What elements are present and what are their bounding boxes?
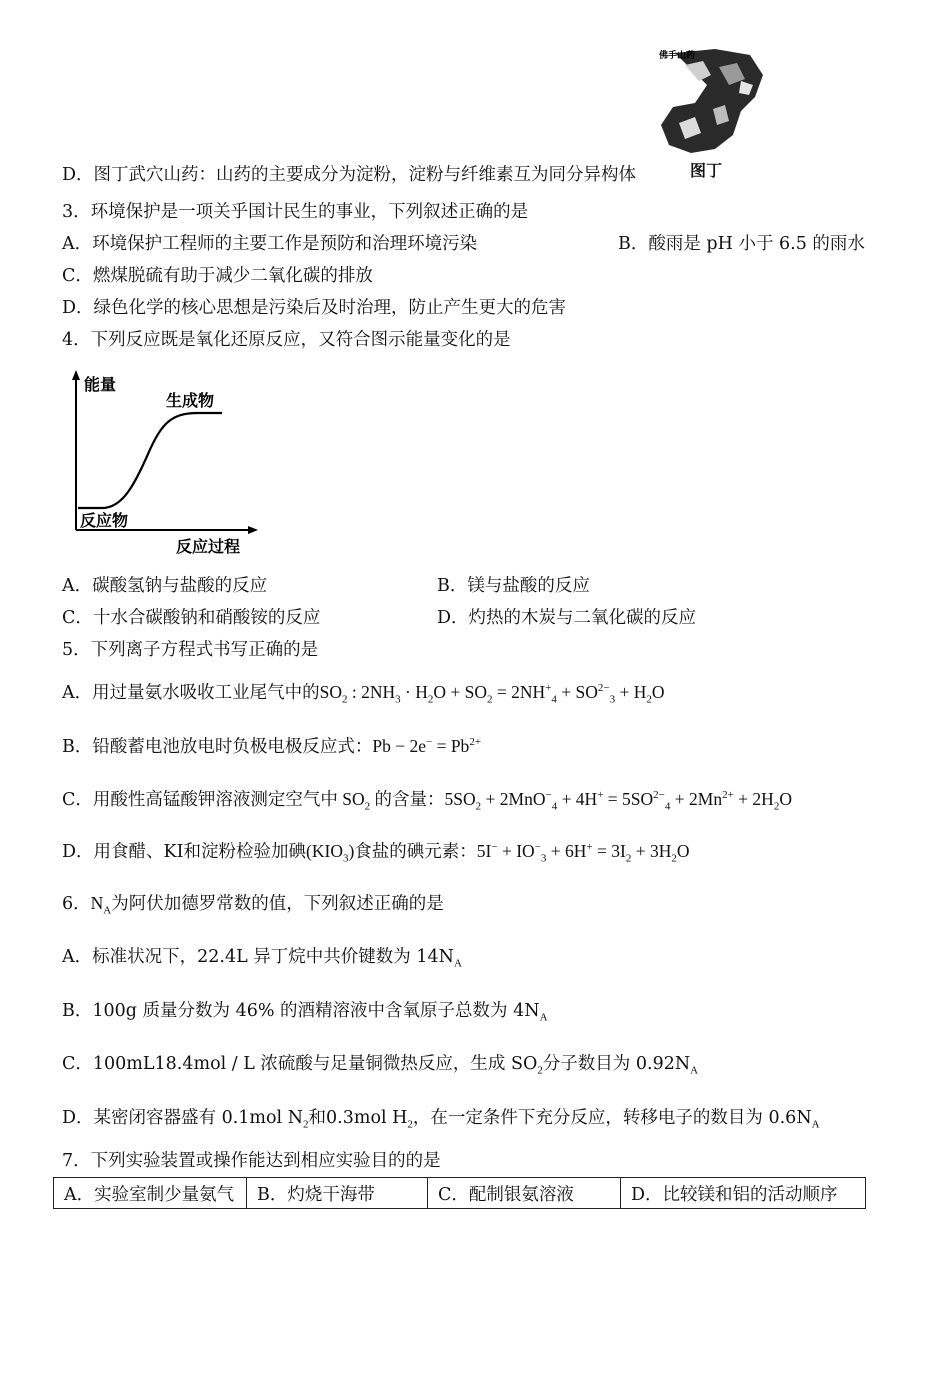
q2-option-d: D．图丁武穴山药：山药的主要成分为淀粉，淀粉与纤维素互为同分异构体	[62, 165, 637, 185]
q6-option-d: D．某密闭容器盛有 0.1mol $N_2$和0.3mol $H_2$，在一定条件下充分反应，转移电子的数目为 $0.6N_A$	[62, 1108, 820, 1131]
q3-option-b: B．酸雨是 pH 小于 6.5 的雨水	[618, 234, 865, 254]
q4-option-b: B．镁与盐酸的反应	[437, 576, 590, 596]
q3-option-d: D．绿色化学的核心思想是污染后及时治理，防止产生更大的危害	[62, 298, 567, 318]
q7-option-b: B．灼烧干海带	[247, 1178, 428, 1209]
q5-option-d: D．用食醋、KI和淀粉检验加碘$(KIO_3)$食盐的碘元素：$5I^- + IO^-_3 + 6H^+ = 3I_2 + 3H_2O$	[62, 841, 690, 865]
q6-option-a: A．标准状况下，22.4L 异丁烷中共价键数为 $14N_A$	[62, 947, 462, 970]
q5-option-c: C．用酸性高锰酸钾溶液测定空气中 $SO_2$ 的含量：$5SO_2 + 2MnO^-_4 + 4H^+ = 5SO^{2-}_4 + 2Mn^{2+} + 2H_2O$	[62, 789, 792, 813]
figure-caption: 图丁	[690, 161, 723, 180]
product-label: 生成物	[166, 391, 215, 410]
energy-curve	[78, 413, 222, 508]
q7-options-table	[53, 1177, 866, 1209]
q4-stem: 4．下列反应既是氧化还原反应，又符合图示能量变化的是	[62, 330, 511, 350]
q7-option-d: D．比较镁和铝的活动顺序	[621, 1178, 866, 1209]
q4-option-a: A．碳酸氢钠与盐酸的反应	[62, 576, 268, 596]
q3-option-c: C．燃煤脱硫有助于减少二氧化碳的排放	[62, 266, 373, 286]
q4-option-c: C．十水合碳酸钠和硝酸铵的反应	[62, 608, 321, 628]
y-axis-arrow	[72, 370, 80, 380]
q6-stem: 6．$N_A$为阿伏加德罗常数的值，下列叙述正确的是	[62, 893, 444, 917]
q5-option-b: B．铅酸蓄电池放电时负极电极反应式：$Pb - 2e^- = Pb^{2+}$	[62, 736, 482, 757]
energy-diagram	[60, 366, 270, 561]
q7-stem: 7．下列实验装置或操作能达到相应实验目的的是	[62, 1151, 441, 1171]
q4-option-d: D．灼热的木炭与二氧化碳的反应	[437, 608, 697, 628]
x-axis-label: 反应过程	[176, 537, 241, 556]
image-label: 佛手山药	[659, 51, 696, 61]
q7-option-c: C．配制银氨溶液	[428, 1178, 621, 1209]
q7-option-a: A．实验室制少量氨气	[54, 1178, 247, 1209]
q5-stem: 5．下列离子方程式书写正确的是	[62, 640, 319, 660]
table-row	[54, 1178, 866, 1209]
q6-option-b: B．100g 质量分数为 46% 的酒精溶液中含氧原子总数为 $4N_A$	[62, 1001, 548, 1024]
q3-stem: 3．环境保护是一项关乎国计民生的事业，下列叙述正确的是	[62, 202, 529, 222]
reactant-label: 反应物	[80, 511, 129, 530]
q5-option-a: A．用过量氨水吸收工业尾气中的$SO_2$ : $2NH_3 \cdot H_2O + SO_2 = 2NH^+_4 + SO^{2-}_3 + H_2O$	[62, 682, 665, 706]
x-axis-arrow	[248, 526, 258, 534]
q6-option-c: C．100mL18.4mol / L 浓硫酸与足量铜微热反应，生成 $SO_2$分子数目为 $0.92N_A$	[62, 1054, 699, 1077]
y-axis-label: 能量	[84, 375, 117, 394]
q3-option-a: A．环境保护工程师的主要工作是预防和治理环境污染	[62, 234, 478, 254]
yam-photo	[655, 45, 767, 157]
